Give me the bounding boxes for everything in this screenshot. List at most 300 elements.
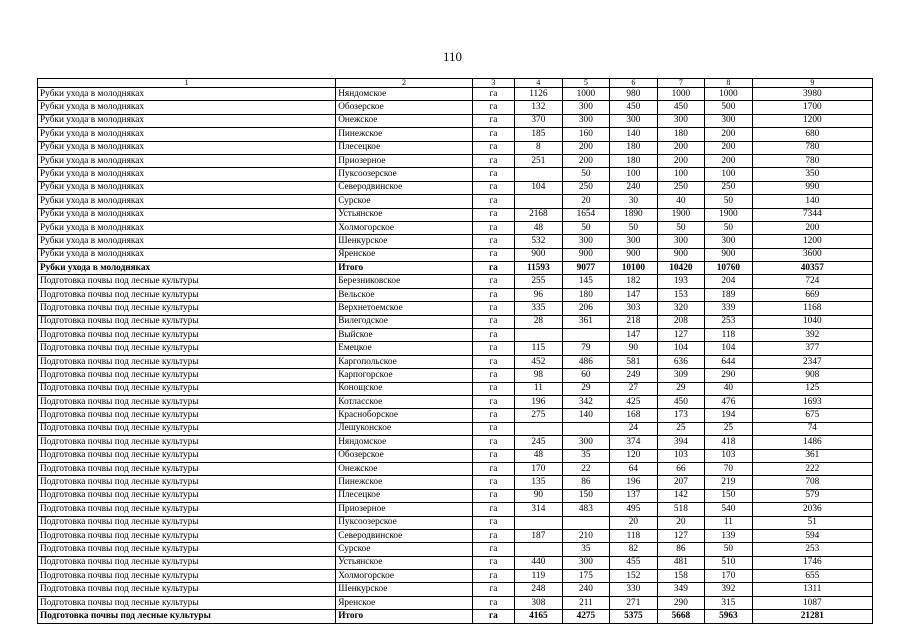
table-row	[38, 221, 873, 234]
value-cell: 200	[562, 141, 610, 154]
forestry-cell: Пуксоозерское	[336, 516, 472, 529]
value-cell: 450	[657, 395, 705, 408]
value-cell: 24	[610, 422, 658, 435]
value-cell: 25	[705, 422, 753, 435]
value-cell: 248	[515, 583, 563, 596]
value-cell: 22	[562, 462, 610, 475]
value-cell: 450	[610, 101, 658, 114]
activity-cell: Подготовка почвы под лесные культуры	[38, 476, 336, 489]
value-cell: 207	[657, 476, 705, 489]
value-cell: 481	[657, 556, 705, 569]
activity-cell: Подготовка почвы под лесные культуры	[38, 529, 336, 542]
value-cell: 518	[657, 503, 705, 516]
value-cell: 185	[515, 128, 563, 141]
value-cell: 35	[562, 543, 610, 556]
activity-cell: Подготовка почвы под лесные культуры	[38, 556, 336, 569]
column-number-header: 8	[705, 79, 753, 88]
value-cell: 240	[610, 181, 658, 194]
value-cell: 394	[657, 436, 705, 449]
value-cell: 158	[657, 570, 705, 583]
column-number-header: 6	[610, 79, 658, 88]
value-cell: 1900	[657, 208, 705, 221]
value-cell	[515, 516, 563, 529]
value-cell: 1000	[657, 88, 705, 101]
activity-cell: Рубки ухода в молодняках	[38, 195, 336, 208]
table-row	[38, 449, 873, 462]
table-row	[38, 181, 873, 194]
value-cell	[562, 329, 610, 342]
forestry-cell: Емецкое	[336, 342, 472, 355]
value-cell: 486	[562, 355, 610, 368]
activity-cell: Рубки ухода в молодняках	[38, 114, 336, 127]
activity-cell: Подготовка почвы под лесные культуры	[38, 395, 336, 408]
forestry-cell: Онежское	[336, 114, 472, 127]
value-cell: 300	[610, 114, 658, 127]
value-cell: 4165	[515, 610, 563, 623]
value-cell: 48	[515, 221, 563, 234]
unit-cell: га	[472, 369, 514, 382]
activity-cell: Рубки ухода в молодняках	[38, 128, 336, 141]
value-cell: 10420	[657, 262, 705, 275]
value-cell: 900	[515, 248, 563, 261]
total-cell: 669	[752, 288, 872, 301]
value-cell: 2168	[515, 208, 563, 221]
activity-cell: Подготовка почвы под лесные культуры	[38, 462, 336, 475]
value-cell: 135	[515, 476, 563, 489]
value-cell: 300	[562, 235, 610, 248]
activity-cell: Подготовка почвы под лесные культуры	[38, 382, 336, 395]
forestry-cell: Красноборское	[336, 409, 472, 422]
total-cell: 655	[752, 570, 872, 583]
table-row	[38, 128, 873, 141]
forestry-cell: Итого	[336, 610, 472, 623]
value-cell: 86	[562, 476, 610, 489]
table-row	[38, 529, 873, 542]
total-cell: 1168	[752, 302, 872, 315]
value-cell: 30	[610, 195, 658, 208]
table-row	[38, 409, 873, 422]
total-cell: 1311	[752, 583, 872, 596]
value-cell	[515, 195, 563, 208]
unit-cell: га	[472, 221, 514, 234]
value-cell: 170	[515, 462, 563, 475]
table-row	[38, 208, 873, 221]
value-cell: 370	[515, 114, 563, 127]
unit-cell: га	[472, 235, 514, 248]
total-cell: 51	[752, 516, 872, 529]
value-cell: 20	[562, 195, 610, 208]
value-cell: 142	[657, 489, 705, 502]
value-cell: 50	[705, 195, 753, 208]
total-cell: 350	[752, 168, 872, 181]
value-cell: 50	[705, 543, 753, 556]
value-cell: 29	[657, 382, 705, 395]
forestry-cell: Северодвинское	[336, 181, 472, 194]
unit-cell: га	[472, 262, 514, 275]
activity-cell: Рубки ухода в молодняках	[38, 208, 336, 221]
forestry-cell: Приозерное	[336, 503, 472, 516]
value-cell: 196	[515, 395, 563, 408]
column-number-header: 3	[472, 79, 514, 88]
value-cell: 137	[610, 489, 658, 502]
value-cell: 140	[562, 409, 610, 422]
unit-cell: га	[472, 302, 514, 315]
unit-cell: га	[472, 610, 514, 623]
column-number-header: 2	[336, 79, 472, 88]
value-cell: 900	[657, 248, 705, 261]
forestry-activities-table	[37, 78, 873, 624]
value-cell: 90	[610, 342, 658, 355]
total-cell: 140	[752, 195, 872, 208]
value-cell: 28	[515, 315, 563, 328]
value-cell: 8	[515, 141, 563, 154]
activity-cell: Подготовка почвы под лесные культуры	[38, 570, 336, 583]
value-cell: 330	[610, 583, 658, 596]
activity-cell: Подготовка почвы под лесные культуры	[38, 355, 336, 368]
total-cell: 1040	[752, 315, 872, 328]
total-cell: 1200	[752, 114, 872, 127]
value-cell: 200	[705, 128, 753, 141]
total-cell: 222	[752, 462, 872, 475]
activity-cell: Подготовка почвы под лесные культуры	[38, 369, 336, 382]
total-cell: 1693	[752, 395, 872, 408]
total-cell: 780	[752, 141, 872, 154]
value-cell: 303	[610, 302, 658, 315]
total-cell: 680	[752, 128, 872, 141]
table-row	[38, 462, 873, 475]
value-cell	[562, 516, 610, 529]
value-cell: 153	[657, 288, 705, 301]
value-cell: 200	[657, 141, 705, 154]
value-cell: 100	[657, 168, 705, 181]
value-cell: 418	[705, 436, 753, 449]
total-cell: 1200	[752, 235, 872, 248]
value-cell: 450	[657, 101, 705, 114]
value-cell: 35	[562, 449, 610, 462]
activity-cell: Подготовка почвы под лесные культуры	[38, 449, 336, 462]
total-cell: 253	[752, 543, 872, 556]
total-cell: 780	[752, 154, 872, 167]
forestry-cell: Пинежское	[336, 476, 472, 489]
activity-cell: Рубки ухода в молодняках	[38, 181, 336, 194]
forestry-cell: Северодвинское	[336, 529, 472, 542]
activity-cell: Рубки ухода в молодняках	[38, 248, 336, 261]
value-cell: 160	[562, 128, 610, 141]
value-cell: 11	[705, 516, 753, 529]
forestry-cell: Яренское	[336, 248, 472, 261]
value-cell: 29	[562, 382, 610, 395]
forestry-cell: Холмогорское	[336, 221, 472, 234]
value-cell: 60	[562, 369, 610, 382]
column-number-header: 5	[562, 79, 610, 88]
value-cell: 147	[610, 329, 658, 342]
value-cell	[562, 422, 610, 435]
value-cell: 40	[657, 195, 705, 208]
value-cell: 50	[562, 168, 610, 181]
value-cell: 180	[657, 128, 705, 141]
value-cell: 349	[657, 583, 705, 596]
value-cell: 500	[705, 101, 753, 114]
activity-cell: Подготовка почвы под лесные культуры	[38, 503, 336, 516]
unit-cell: га	[472, 275, 514, 288]
value-cell: 392	[705, 583, 753, 596]
activity-cell: Подготовка почвы под лесные культуры	[38, 302, 336, 315]
activity-cell: Подготовка почвы под лесные культуры	[38, 596, 336, 609]
value-cell: 9077	[562, 262, 610, 275]
value-cell: 86	[657, 543, 705, 556]
unit-cell: га	[472, 154, 514, 167]
value-cell: 218	[610, 315, 658, 328]
value-cell: 200	[705, 154, 753, 167]
value-cell: 483	[562, 503, 610, 516]
value-cell: 1890	[610, 208, 658, 221]
value-cell: 320	[657, 302, 705, 315]
value-cell: 50	[705, 221, 753, 234]
value-cell: 168	[610, 409, 658, 422]
total-cell: 7344	[752, 208, 872, 221]
value-cell: 50	[657, 221, 705, 234]
unit-cell: га	[472, 516, 514, 529]
forestry-cell: Каргопольское	[336, 355, 472, 368]
forestry-cell: Березниковское	[336, 275, 472, 288]
total-cell: 2036	[752, 503, 872, 516]
value-cell: 532	[515, 235, 563, 248]
value-cell: 5375	[610, 610, 658, 623]
forestry-cell: Выйское	[336, 329, 472, 342]
total-cell: 594	[752, 529, 872, 542]
table-row	[38, 248, 873, 261]
forestry-cell: Обозерское	[336, 449, 472, 462]
value-cell: 10100	[610, 262, 658, 275]
value-cell: 25	[657, 422, 705, 435]
value-cell: 300	[705, 114, 753, 127]
unit-cell: га	[472, 208, 514, 221]
value-cell: 100	[610, 168, 658, 181]
value-cell: 196	[610, 476, 658, 489]
forestry-cell: Котласское	[336, 395, 472, 408]
value-cell: 249	[610, 369, 658, 382]
total-cell: 200	[752, 221, 872, 234]
column-number-header: 4	[515, 79, 563, 88]
table-row	[38, 88, 873, 101]
value-cell: 104	[657, 342, 705, 355]
value-cell: 20	[610, 516, 658, 529]
table-row	[38, 503, 873, 516]
total-cell: 1700	[752, 101, 872, 114]
value-cell: 495	[610, 503, 658, 516]
table-row	[38, 489, 873, 502]
unit-cell: га	[472, 583, 514, 596]
value-cell: 50	[610, 221, 658, 234]
table-row	[38, 422, 873, 435]
value-cell: 374	[610, 436, 658, 449]
unit-cell: га	[472, 342, 514, 355]
total-cell: 377	[752, 342, 872, 355]
value-cell: 342	[562, 395, 610, 408]
value-cell: 300	[562, 101, 610, 114]
forestry-cell: Вилегодское	[336, 315, 472, 328]
activity-cell: Рубки ухода в молодняках	[38, 101, 336, 114]
value-cell: 250	[657, 181, 705, 194]
unit-cell: га	[472, 570, 514, 583]
value-cell: 27	[610, 382, 658, 395]
value-cell: 200	[657, 154, 705, 167]
value-cell: 300	[705, 235, 753, 248]
total-cell: 1746	[752, 556, 872, 569]
table-row	[38, 288, 873, 301]
total-cell: 675	[752, 409, 872, 422]
value-cell: 1000	[705, 88, 753, 101]
value-cell: 127	[657, 329, 705, 342]
value-cell: 250	[705, 181, 753, 194]
unit-cell: га	[472, 195, 514, 208]
value-cell: 194	[705, 409, 753, 422]
value-cell: 250	[562, 181, 610, 194]
activity-cell: Подготовка почвы под лесные культуры	[38, 422, 336, 435]
table-row	[38, 195, 873, 208]
activity-cell: Подготовка почвы под лесные культуры	[38, 543, 336, 556]
value-cell: 308	[515, 596, 563, 609]
forestry-cell: Плесецкое	[336, 489, 472, 502]
value-cell: 271	[610, 596, 658, 609]
unit-cell: га	[472, 529, 514, 542]
table-row	[38, 154, 873, 167]
activity-cell: Подготовка почвы под лесные культуры	[38, 275, 336, 288]
value-cell: 175	[562, 570, 610, 583]
value-cell: 145	[562, 275, 610, 288]
activity-cell: Рубки ухода в молодняках	[38, 221, 336, 234]
table-row	[38, 235, 873, 248]
value-cell: 245	[515, 436, 563, 449]
activity-cell: Рубки ухода в молодняках	[38, 235, 336, 248]
table-row	[38, 315, 873, 328]
page-number: 110	[442, 49, 463, 64]
activity-cell: Подготовка почвы под лесные культуры	[38, 436, 336, 449]
forestry-cell: Плесецкое	[336, 141, 472, 154]
table-row	[38, 141, 873, 154]
table-row	[38, 369, 873, 382]
forestry-cell: Шенкурское	[336, 235, 472, 248]
value-cell: 900	[705, 248, 753, 261]
value-cell: 510	[705, 556, 753, 569]
value-cell: 644	[705, 355, 753, 368]
value-cell: 118	[610, 529, 658, 542]
value-cell: 300	[610, 235, 658, 248]
value-cell: 10760	[705, 262, 753, 275]
total-cell: 361	[752, 449, 872, 462]
value-cell: 150	[562, 489, 610, 502]
table-row	[38, 516, 873, 529]
value-cell: 20	[657, 516, 705, 529]
value-cell: 452	[515, 355, 563, 368]
total-cell: 724	[752, 275, 872, 288]
activity-cell: Рубки ухода в молодняках	[38, 154, 336, 167]
unit-cell: га	[472, 329, 514, 342]
column-number-header: 7	[657, 79, 705, 88]
value-cell: 180	[610, 141, 658, 154]
unit-cell: га	[472, 409, 514, 422]
forestry-cell: Вельское	[336, 288, 472, 301]
value-cell: 115	[515, 342, 563, 355]
table-row	[38, 436, 873, 449]
table-row	[38, 275, 873, 288]
forestry-cell: Итого	[336, 262, 472, 275]
table-row	[38, 570, 873, 583]
value-cell: 315	[705, 596, 753, 609]
total-cell: 40357	[752, 262, 872, 275]
unit-cell: га	[472, 395, 514, 408]
value-cell: 206	[562, 302, 610, 315]
value-cell: 440	[515, 556, 563, 569]
value-cell: 96	[515, 288, 563, 301]
total-cell: 990	[752, 181, 872, 194]
value-cell	[515, 168, 563, 181]
unit-cell: га	[472, 114, 514, 127]
unit-cell: га	[472, 288, 514, 301]
unit-cell: га	[472, 556, 514, 569]
table-row	[38, 355, 873, 368]
value-cell: 300	[657, 114, 705, 127]
value-cell: 103	[657, 449, 705, 462]
forestry-cell: Карпогорское	[336, 369, 472, 382]
value-cell: 5668	[657, 610, 705, 623]
forestry-cell: Устьянское	[336, 556, 472, 569]
value-cell: 170	[705, 570, 753, 583]
column-number-header: 9	[752, 79, 872, 88]
unit-cell: га	[472, 449, 514, 462]
value-cell: 82	[610, 543, 658, 556]
value-cell: 1126	[515, 88, 563, 101]
total-cell: 1486	[752, 436, 872, 449]
forestry-cell: Няндомское	[336, 436, 472, 449]
unit-cell: га	[472, 596, 514, 609]
table-row	[38, 476, 873, 489]
unit-cell: га	[472, 489, 514, 502]
value-cell: 187	[515, 529, 563, 542]
forestry-cell: Няндомское	[336, 88, 472, 101]
value-cell: 119	[515, 570, 563, 583]
forestry-cell: Яренское	[336, 596, 472, 609]
value-cell: 900	[610, 248, 658, 261]
total-cell: 3980	[752, 88, 872, 101]
activity-cell: Рубки ухода в молодняках	[38, 88, 336, 101]
forestry-cell: Сурское	[336, 195, 472, 208]
value-cell: 132	[515, 101, 563, 114]
value-cell: 275	[515, 409, 563, 422]
value-cell: 900	[562, 248, 610, 261]
unit-cell: га	[472, 181, 514, 194]
table-row	[38, 262, 873, 275]
table-row	[38, 610, 873, 623]
value-cell: 48	[515, 449, 563, 462]
value-cell: 5963	[705, 610, 753, 623]
activity-cell: Рубки ухода в молодняках	[38, 168, 336, 181]
value-cell: 361	[562, 315, 610, 328]
value-cell: 208	[657, 315, 705, 328]
value-cell: 4275	[562, 610, 610, 623]
column-number-header: 1	[38, 79, 336, 88]
table-row	[38, 114, 873, 127]
unit-cell: га	[472, 101, 514, 114]
table-row	[38, 101, 873, 114]
forestry-cell: Обозерское	[336, 101, 472, 114]
value-cell: 118	[705, 329, 753, 342]
value-cell: 180	[610, 154, 658, 167]
activity-cell: Подготовка почвы под лесные культуры	[38, 489, 336, 502]
forestry-cell: Холмогорское	[336, 570, 472, 583]
value-cell: 182	[610, 275, 658, 288]
value-cell: 200	[705, 141, 753, 154]
